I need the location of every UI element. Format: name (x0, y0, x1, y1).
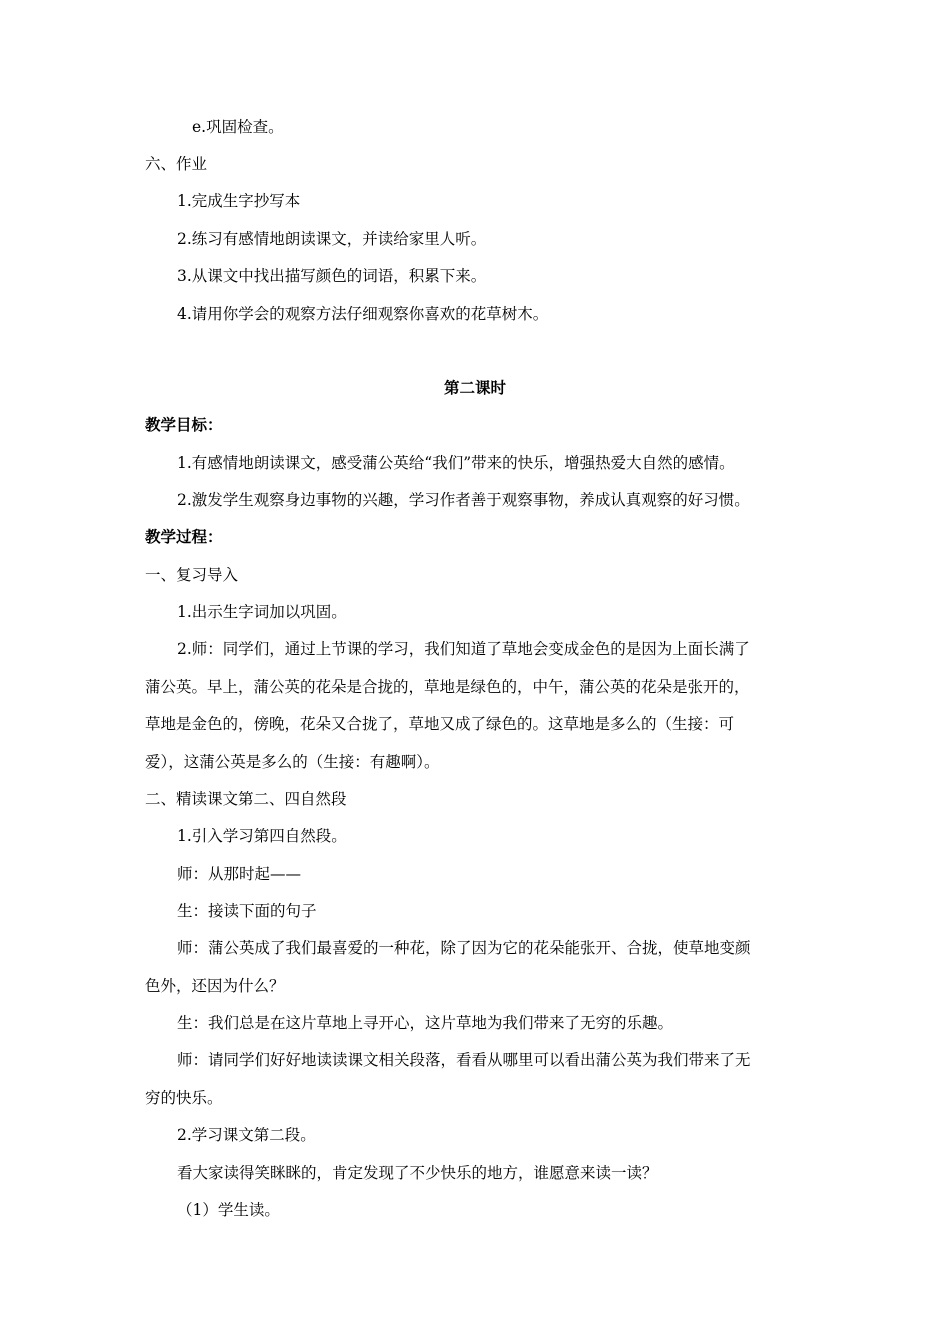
reading-heading: 二、精读课文第二、四自然段 (145, 790, 347, 808)
student-line-2: 生：我们总是在这片草地上寻开心，这片草地为我们带来了无穷的乐趣。 (177, 1014, 674, 1032)
teacher-prompt-line-1: 师：请同学们好好地读读课文相关段落，看看从哪里可以看出蒲公英为我们带来了无 (177, 1051, 751, 1069)
reading-item-1: 1.引入学习第四自然段。 (177, 827, 347, 845)
goal-1: 1.有感情地朗读课文，感受蒲公英给“我们”带来的快乐，增强热爱大自然的感情。 (177, 454, 735, 472)
process-heading: 教学过程： (145, 527, 223, 546)
sub-item-1: （1）学生读。 (177, 1201, 280, 1219)
goal-2: 2.激发学生观察身边事物的兴趣，学习作者善于观察事物，养成认真观察的好习惯。 (177, 491, 750, 509)
review-item-2-line-1: 2.师：同学们，通过上节课的学习，我们知道了草地会变成金色的是因为上面长满了 (177, 640, 750, 658)
lesson-title: 第二课时 (443, 378, 506, 397)
teacher-question-line-2: 色外，还因为什么？ (145, 977, 285, 995)
teacher-line-1: 师：从那时起—— (177, 865, 302, 883)
teacher-prompt-line-2: 穷的快乐。 (145, 1089, 223, 1107)
transition-line: 看大家读得笑眯眯的，肯定发现了不少快乐的地方，谁愿意来读一读？ (177, 1164, 658, 1182)
review-item-2-line-4: 爱），这蒲公英是多么的（生接：有趣啊）。 (145, 753, 440, 771)
teacher-question-line-1: 师：蒲公英成了我们最喜爱的一种花，除了因为它的花朵能张开、合拢，使草地变颜 (177, 939, 751, 957)
review-item-2-line-3: 草地是金色的，傍晚，花朵又合拢了，草地又成了绿色的。这草地是多么的（生接：可 (145, 715, 735, 733)
review-item-1: 1.出示生字词加以巩固。 (177, 603, 347, 621)
homework-item-1: 1.完成生字抄写本 (177, 192, 301, 210)
goals-heading: 教学目标： (145, 415, 223, 434)
reading-item-2: 2.学习课文第二段。 (177, 1126, 316, 1144)
homework-item-3: 3.从课文中找出描写颜色的词语，积累下来。 (177, 267, 487, 285)
homework-item-e: e.巩固检查。 (192, 118, 284, 136)
homework-item-4: 4.请用你学会的观察方法仔细观察你喜欢的花草树木。 (177, 305, 549, 323)
homework-heading: 六、作业 (145, 155, 208, 173)
student-line-1: 生：接读下面的句子 (177, 902, 317, 920)
review-heading: 一、复习导入 (145, 566, 239, 584)
homework-item-2: 2.练习有感情地朗读课文，并读给家里人听。 (177, 230, 487, 248)
review-item-2-line-2: 蒲公英。早上，蒲公英的花朵是合拢的，草地是绿色的，中午，蒲公英的花朵是张开的， (145, 678, 750, 696)
